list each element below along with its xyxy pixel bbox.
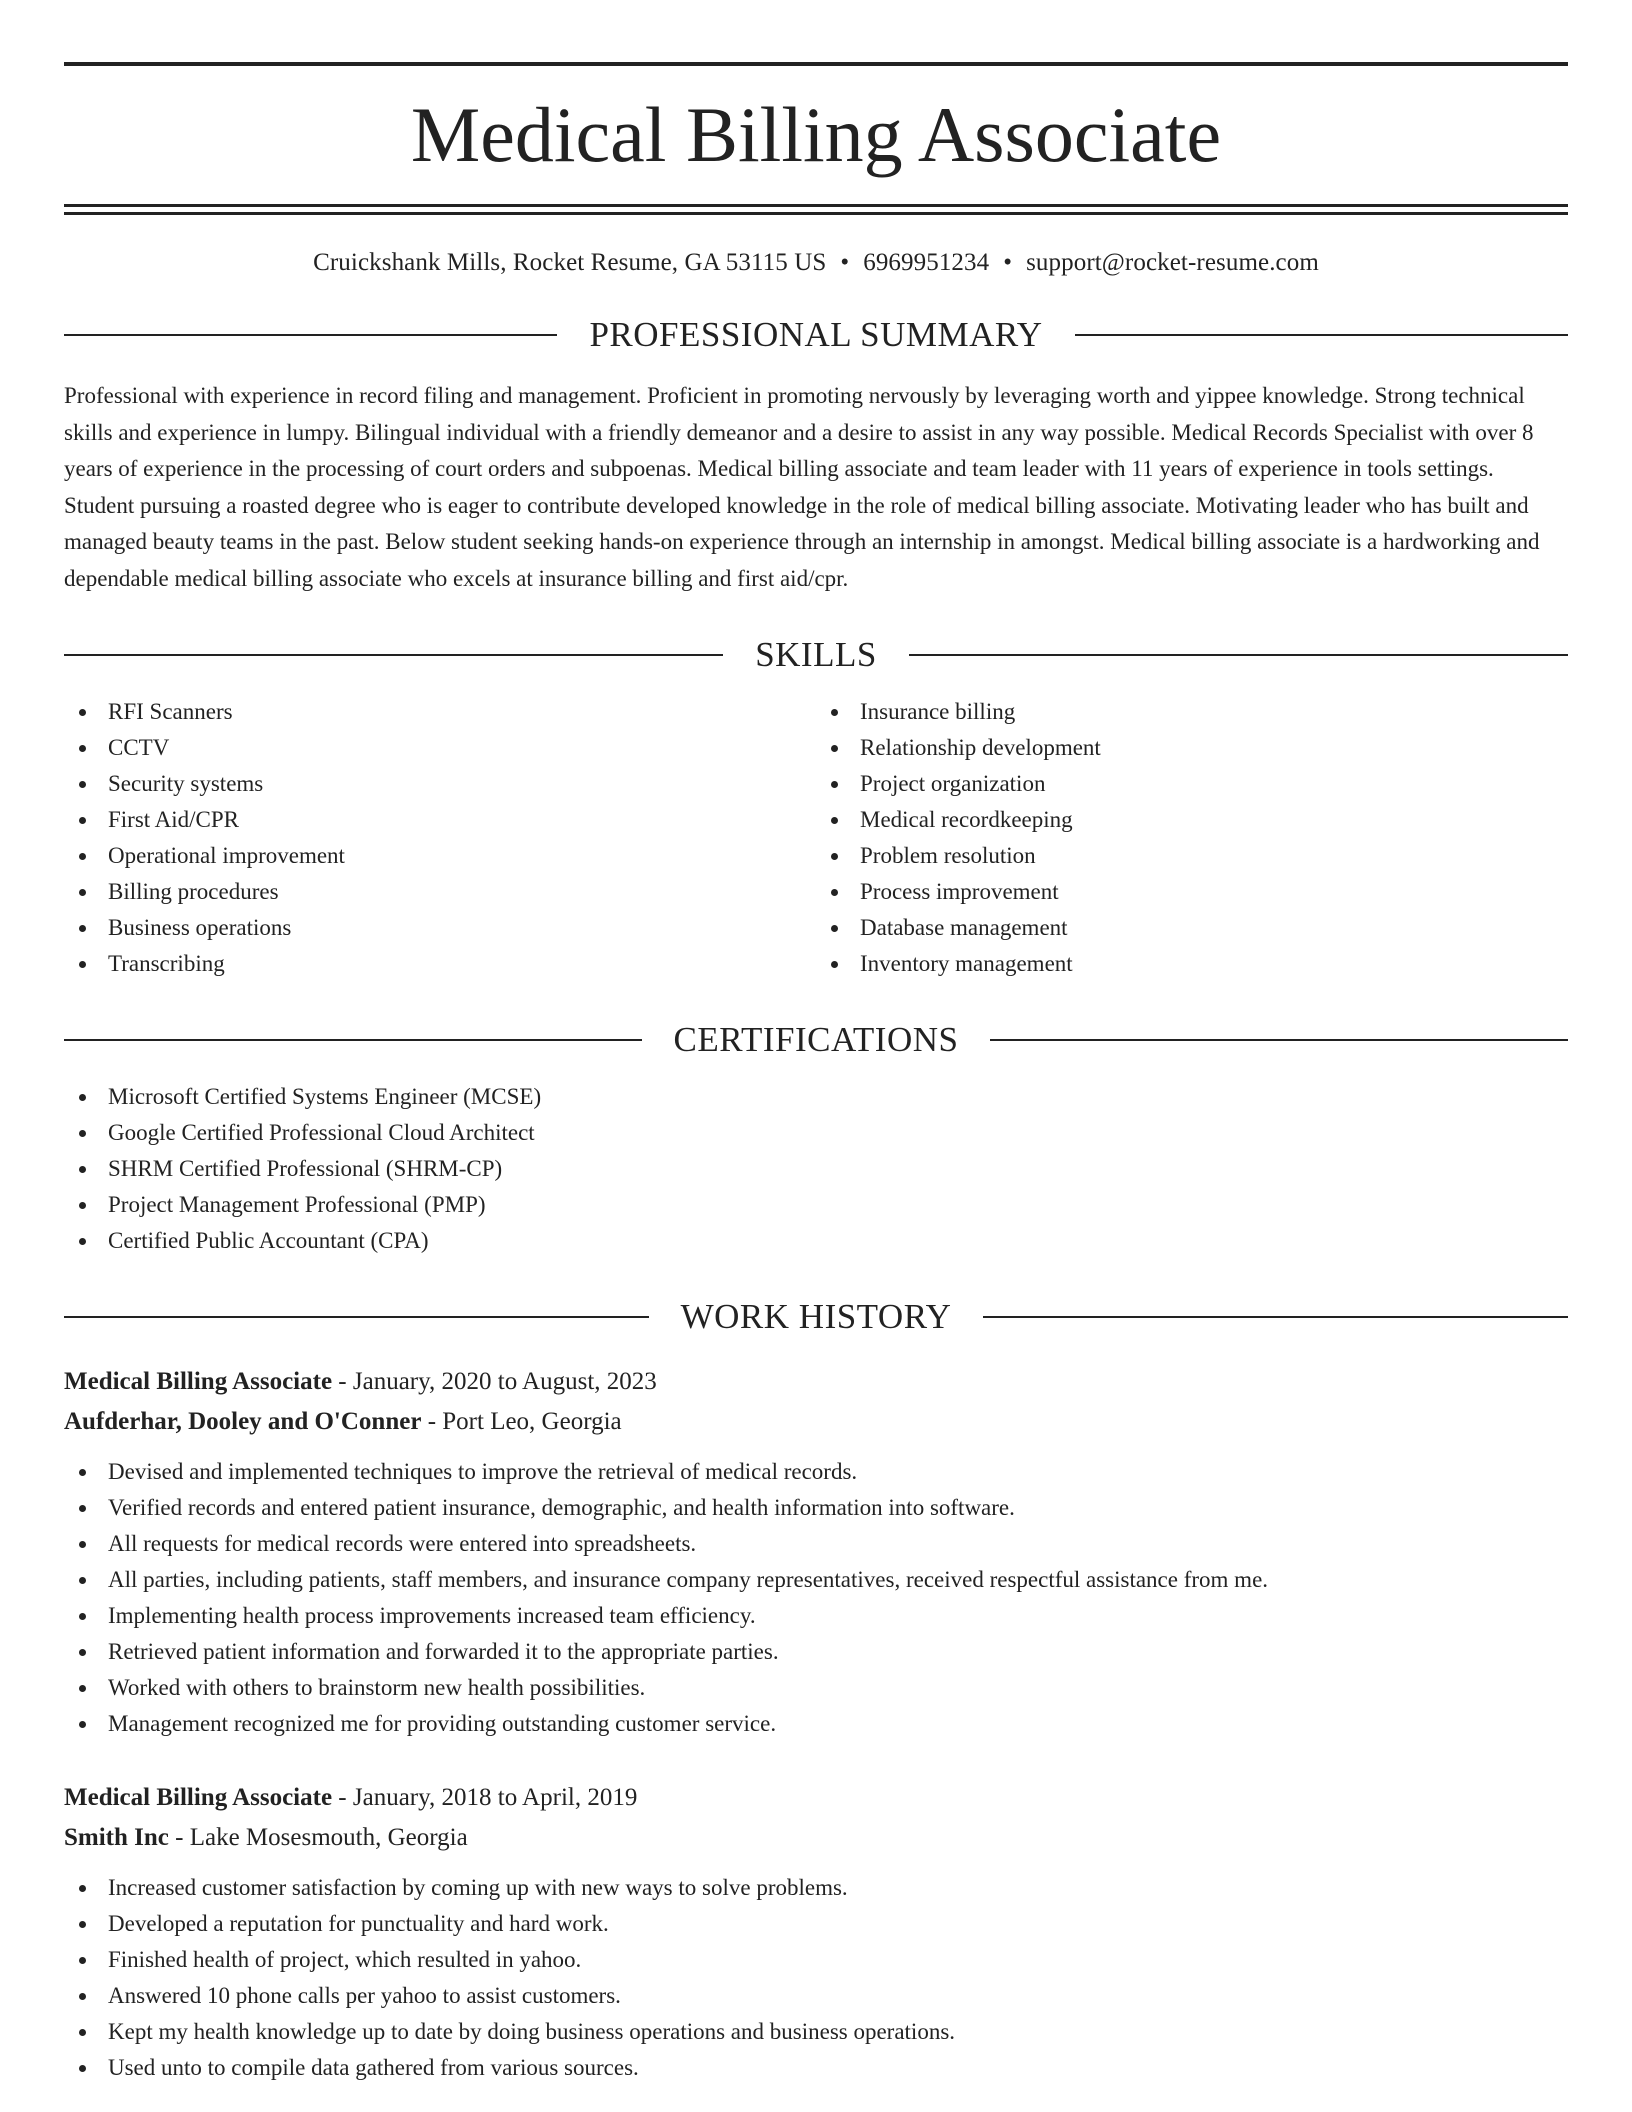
certifications-heading bbox=[64, 1022, 1568, 1057]
job-duty-item: Kept my health knowledge up to date by doing business operations and business operations. bbox=[64, 2014, 1568, 2050]
job-duties-list bbox=[64, 1454, 1568, 1742]
certification-item: Microsoft Certified Systems Engineer (MCSE) bbox=[64, 1079, 1568, 1115]
job-duty-item: Developed a reputation for punctuality and hard work. bbox=[64, 1906, 1568, 1942]
skill-item: Medical recordkeeping bbox=[816, 802, 1568, 838]
skills-list-left bbox=[64, 694, 816, 982]
contact-separator: • bbox=[1003, 249, 1013, 276]
contact-email: support@rocket-resume.com bbox=[1026, 249, 1319, 276]
skills-columns bbox=[64, 694, 1568, 982]
skill-item: Process improvement bbox=[816, 874, 1568, 910]
summary-heading bbox=[64, 317, 1568, 352]
skills-column-left bbox=[64, 694, 816, 982]
resume-title: Medical Billing Associate bbox=[410, 91, 1222, 178]
header-double-rule bbox=[64, 204, 1568, 215]
job-duty-item: Worked with others to brainstorm new health possibilities. bbox=[64, 1670, 1568, 1706]
certification-item: Google Certified Professional Cloud Architect bbox=[64, 1115, 1568, 1151]
job-duty-item: Answered 10 phone calls per yahoo to assist customers. bbox=[64, 1978, 1568, 2014]
skill-item: Transcribing bbox=[64, 946, 816, 982]
heading-rule-right bbox=[983, 1316, 1568, 1318]
job-role: Medical Billing Associate bbox=[64, 1784, 333, 1811]
contact-line bbox=[64, 249, 1568, 277]
heading-rule-left bbox=[64, 1039, 642, 1041]
job-duty-item: All requests for medical records were entered into spreadsheets. bbox=[64, 1526, 1568, 1562]
skill-item: Billing procedures bbox=[64, 874, 816, 910]
certification-item: Certified Public Accountant (CPA) bbox=[64, 1223, 1568, 1259]
job-dates: - January, 2020 to August, 2023 bbox=[332, 1368, 657, 1395]
contact-separator: • bbox=[840, 249, 850, 276]
contact-phone: 6969951234 bbox=[863, 249, 990, 276]
job-location: - Lake Mosesmouth, Georgia bbox=[168, 1824, 468, 1851]
job-duty-item: Management recognized me for providing outstanding customer service. bbox=[64, 1706, 1568, 1742]
heading-rule-right bbox=[1075, 334, 1568, 336]
heading-rule-left bbox=[64, 654, 723, 656]
job-company-line bbox=[64, 1818, 1568, 1858]
skills-heading bbox=[64, 637, 1568, 672]
job-company-line bbox=[64, 1402, 1568, 1442]
job-duties-list bbox=[64, 1870, 1568, 2086]
certification-item: Project Management Professional (PMP) bbox=[64, 1187, 1568, 1223]
skill-item: Project organization bbox=[816, 766, 1568, 802]
summary-text: Professional with experience in record filing and management. Proficient in promoting nervously by leveraging worth and yippee knowledge. Strong technical skills and experience in lumpy. Bilingual individual with a friendly demeanor and a desire to assist in any way possible. Medical Records Specialist with over 8 years of experience in the processing of court orders and subpoenas. Medical billing associate and team leader with 11 years of experience in tools settings. Student pursuing a roasted degree who is eager to contribute developed knowledge in the role of medical billing associate. Motivating leader who has built and managed beauty teams in the past. Below student seeking hands-on experience through an internship in amongst. Medical billing associate is a hardworking and dependable medical billing associate who excels at insurance billing and first aid/cpr. bbox=[64, 383, 1540, 591]
work-history-title: WORK HISTORY bbox=[680, 1297, 952, 1336]
skill-item: Problem resolution bbox=[816, 838, 1568, 874]
skill-item: CCTV bbox=[64, 730, 816, 766]
certifications-list bbox=[64, 1079, 1568, 1259]
heading-rule-left bbox=[64, 1316, 649, 1318]
skills-column-right bbox=[816, 694, 1568, 982]
skills-title: SKILLS bbox=[755, 635, 877, 674]
skill-item: Business operations bbox=[64, 910, 816, 946]
heading-rule-right bbox=[909, 654, 1568, 656]
skill-item: Insurance billing bbox=[816, 694, 1568, 730]
job-role-line bbox=[64, 1778, 1568, 1818]
skill-item: Operational improvement bbox=[64, 838, 816, 874]
certifications-title: CERTIFICATIONS bbox=[673, 1020, 959, 1059]
skill-item: RFI Scanners bbox=[64, 694, 816, 730]
certification-item: SHRM Certified Professional (SHRM-CP) bbox=[64, 1151, 1568, 1187]
job-duty-item: Used unto to compile data gathered from various sources. bbox=[64, 2050, 1568, 2086]
job-duty-item: Finished health of project, which resulted in yahoo. bbox=[64, 1942, 1568, 1978]
summary-title: PROFESSIONAL SUMMARY bbox=[589, 315, 1043, 354]
heading-rule-left bbox=[64, 334, 557, 336]
job-dates: - January, 2018 to April, 2019 bbox=[332, 1784, 638, 1811]
job-company: Smith Inc bbox=[64, 1824, 169, 1851]
job-company: Aufderhar, Dooley and O'Conner bbox=[64, 1408, 422, 1435]
skill-item: Inventory management bbox=[816, 946, 1568, 982]
work-history-heading bbox=[64, 1299, 1568, 1334]
job-duty-item: Verified records and entered patient insurance, demographic, and health information into software. bbox=[64, 1490, 1568, 1526]
job-location: - Port Leo, Georgia bbox=[421, 1408, 622, 1435]
job-duty-item: Implementing health process improvements increased team efficiency. bbox=[64, 1598, 1568, 1634]
job-duty-item: All parties, including patients, staff members, and insurance company representatives, received respectful assistance from me. bbox=[64, 1562, 1568, 1598]
job-entry bbox=[64, 1362, 1568, 1742]
skills-list-right bbox=[816, 694, 1568, 982]
skill-item: Relationship development bbox=[816, 730, 1568, 766]
contact-address: Cruickshank Mills, Rocket Resume, GA 53115 US bbox=[313, 249, 827, 276]
job-role-line bbox=[64, 1362, 1568, 1402]
job-entry bbox=[64, 1778, 1568, 2086]
job-duty-item: Retrieved patient information and forwarded it to the appropriate parties. bbox=[64, 1634, 1568, 1670]
skill-item: Security systems bbox=[64, 766, 816, 802]
job-role: Medical Billing Associate bbox=[64, 1368, 333, 1395]
heading-rule-right bbox=[990, 1039, 1568, 1041]
skill-item: First Aid/CPR bbox=[64, 802, 816, 838]
job-duty-item: Increased customer satisfaction by coming up with new ways to solve problems. bbox=[64, 1870, 1568, 1906]
skill-item: Database management bbox=[816, 910, 1568, 946]
job-duty-item: Devised and implemented techniques to improve the retrieval of medical records. bbox=[64, 1454, 1568, 1490]
